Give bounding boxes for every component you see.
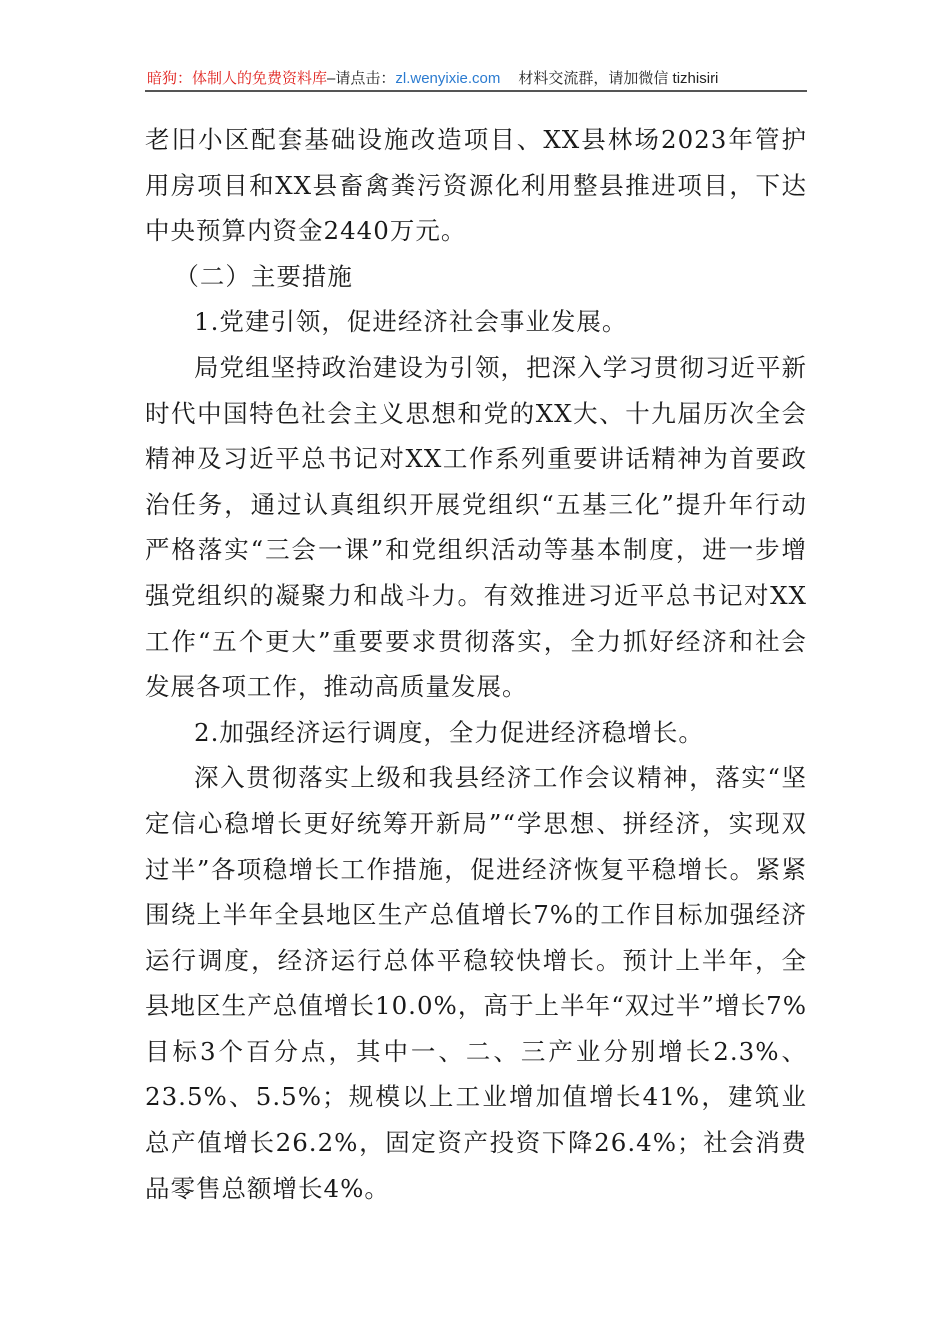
header-brand-text: 暗狗：体制人的免费资料库 <box>147 70 328 87</box>
page-header <box>145 66 807 92</box>
header-cta-text: –请点击： <box>327 70 396 87</box>
subheading-economic-operation: 2.加强经济运行调度，全力促进经济稳增长。 <box>194 717 704 747</box>
header-contact-text: 材料交流群，请加微信 tizhisiri <box>518 70 719 87</box>
paragraph-continuation: 老旧小区配套基础设施改造项目、XX县林场2023年管护用房项目和XX县畜禽粪污资源化利用整县推进项目，下达中央预算内资金2440万元。 <box>145 125 807 246</box>
document-body <box>145 117 807 1211</box>
header-site-link[interactable]: zl.wenyixie.com <box>395 70 501 87</box>
section-heading: （二）主要措施 <box>174 261 353 291</box>
paragraph-party-building: 局党组坚持政治建设为引领，把深入学习贯彻习近平新时代中国特色社会主义思想和党的XX大、十九届历次全会精神及习近平总书记对XX工作系列重要讲话精神为首要政治任务，通过认真组织开展党组织“五基三化”提升年行动严格落实“三会一课”和党组织活动等基本制度，进一步增强党组织的凝聚力和战斗力。有效推进习近平总书记对XX工作“五个更大”重要要求贯彻落实，全力抓好经济和社会发展各项工作，推动高质量发展。 <box>145 352 807 702</box>
subheading-party-building: 1.党建引领，促进经济社会事业发展。 <box>194 307 628 337</box>
paragraph-economic-operation: 深入贯彻落实上级和我县经济工作会议精神，落实“坚定信心稳增长更好统筹开新局”“学思想、拼经济，实现双过半”各项稳增长工作措施，促进经济恢复平稳增长。紧紧围绕上半年全县地区生产总值增长7%的工作目标加强经济运行调度，经济运行总体平稳较快增长。预计上半年，全县地区生产总值增长10.0%，高于上半年“双过半”增长7%目标3个百分点，其中一、二、三产业分别增长2.3%、23.5%、5.5%；规模以上工业增加值增长41%，建筑业总产值增长26.2%，固定资产投资下降26.4%；社会消费品零售总额增长4%。 <box>145 763 807 1203</box>
